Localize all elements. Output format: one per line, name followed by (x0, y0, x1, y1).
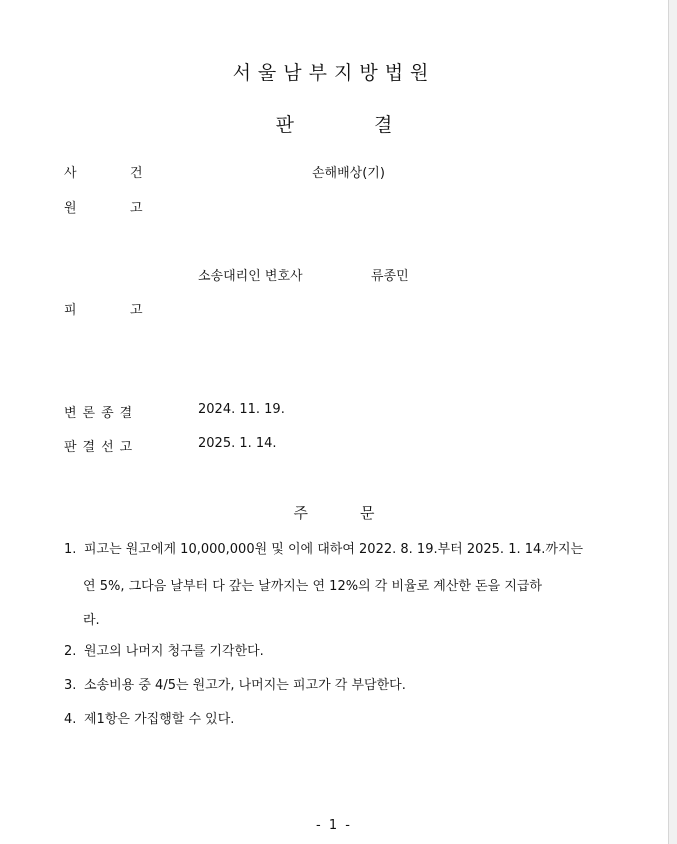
hearing-end-label: 변론종결 (64, 406, 139, 421)
defendant-label (64, 299, 143, 318)
order-item-text: 소송비용 중 4/5는 원고가, 나머지는 피고가 각 부담한다. (84, 678, 406, 693)
representative-name: 류종민 (371, 269, 409, 284)
order-item-4 (64, 711, 234, 728)
judgment-date: 2025. 1. 14. (198, 436, 277, 451)
order-item-text: 원고의 나머지 청구를 기각한다. (84, 644, 264, 659)
judgment-date-label: 판결선고 (64, 440, 139, 455)
title-char-1: 판 (275, 114, 294, 136)
order-item-number: 1. (64, 542, 77, 557)
case-name: 손해배상(기) (312, 166, 385, 181)
case-label-char-2: 건 (130, 166, 143, 181)
representative-label: 소송대리인 변호사 (198, 269, 303, 284)
hearing-end-date: 2024. 11. 19. (198, 402, 285, 417)
order-item-text: 제1항은 가집행할 수 있다. (84, 712, 235, 727)
plaintiff-label-char-2: 고 (130, 201, 143, 216)
order-item-2 (64, 643, 264, 660)
order-item-1 (64, 541, 583, 558)
case-label (64, 162, 143, 181)
order-item-number: 3. (64, 678, 77, 693)
page-number: - 1 - (316, 818, 352, 833)
plaintiff-label (64, 197, 143, 216)
order-title-char-1: 주 (293, 504, 308, 522)
order-item-1-line-2: 연 5%, 그다음 날부터 다 갚는 날까지는 연 12%의 각 비율로 계산한 돈을 지급하 (83, 579, 542, 594)
order-item-number: 2. (64, 644, 77, 659)
order-item-text: 피고는 원고에게 10,000,000원 및 이에 대하여 2022. 8. 19.부터 2025. 1. 14.까지는 (84, 542, 584, 557)
order-item-number: 4. (64, 712, 77, 727)
title-char-2: 결 (374, 114, 393, 136)
defendant-label-char-2: 고 (130, 303, 143, 318)
plaintiff-label-char-1: 원 (64, 201, 77, 216)
case-label-char-1: 사 (64, 166, 77, 181)
order-title-char-2: 문 (360, 504, 375, 522)
viewer-background (668, 0, 677, 844)
order-title (0, 502, 668, 523)
document-title (0, 110, 668, 137)
court-name: 서울남부지방법원 (232, 62, 436, 84)
order-item-3 (64, 677, 406, 694)
order-item-1-line-3: 라. (83, 613, 100, 628)
defendant-label-char-1: 피 (64, 303, 77, 318)
